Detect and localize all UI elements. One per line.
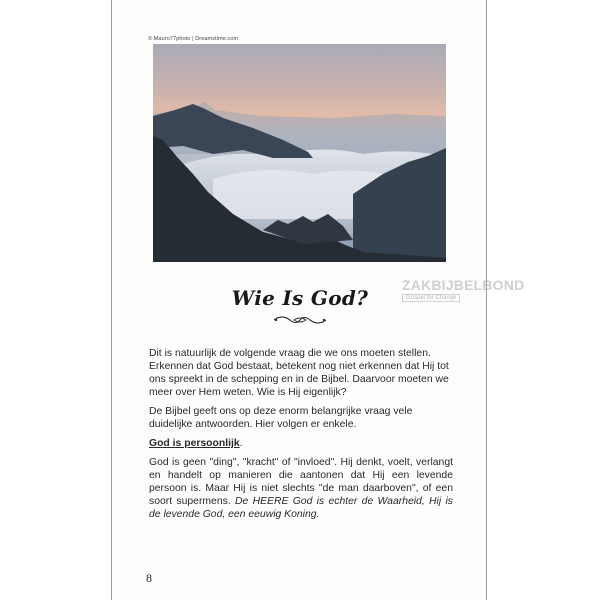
ornament-flourish-icon <box>272 313 328 327</box>
page-number: 8 <box>146 571 152 585</box>
section-heading <box>149 437 453 450</box>
mountain-photo <box>153 44 446 262</box>
paragraph-2: De Bijbel geeft ons op deze enorm belangrijke vraag vele duidelijke antwoorden. Hier volgen er enkele. <box>149 406 413 430</box>
photo-credit: © Mauro77photo | Dreamstime.com <box>148 36 239 42</box>
chapter-title: Wie Is God? <box>231 286 369 310</box>
watermark-logo-text: ZAKBIJBELBOND <box>402 277 525 293</box>
section-heading-period: . <box>239 438 243 449</box>
paragraph-3-text: God is geen "ding", "kracht" of "invloed". Hij denkt, voelt, verlangt en handelt op manieren die aantonen dat Hij een levende persoon is. Maar Hij is niet slechts "de man daarboven", of een soort supermens. <box>149 457 453 507</box>
section-heading-text: God is persoonlijk <box>149 438 240 449</box>
paragraph-3-italic: De HEERE God is echter de Waarheid, Hij is de levende God, een eeuwig Koning. <box>149 496 453 520</box>
mountain-photo-svg <box>153 44 446 262</box>
paragraph-3 <box>149 456 453 521</box>
watermark-tagline: Gospel for Change <box>402 294 460 302</box>
body-text <box>149 347 453 527</box>
book-page <box>111 0 525 600</box>
paragraph-1: Dit is natuurlijk de volgende vraag die we ons moeten stellen. Erkennen dat God bestaat, betekent nog niet erkennen dat Hij tot ons spreekt in de schepping en in de Bijbel. Daarvoor moeten we meer over Hem weten. Wie is Hij eigenlijk? <box>149 348 449 398</box>
